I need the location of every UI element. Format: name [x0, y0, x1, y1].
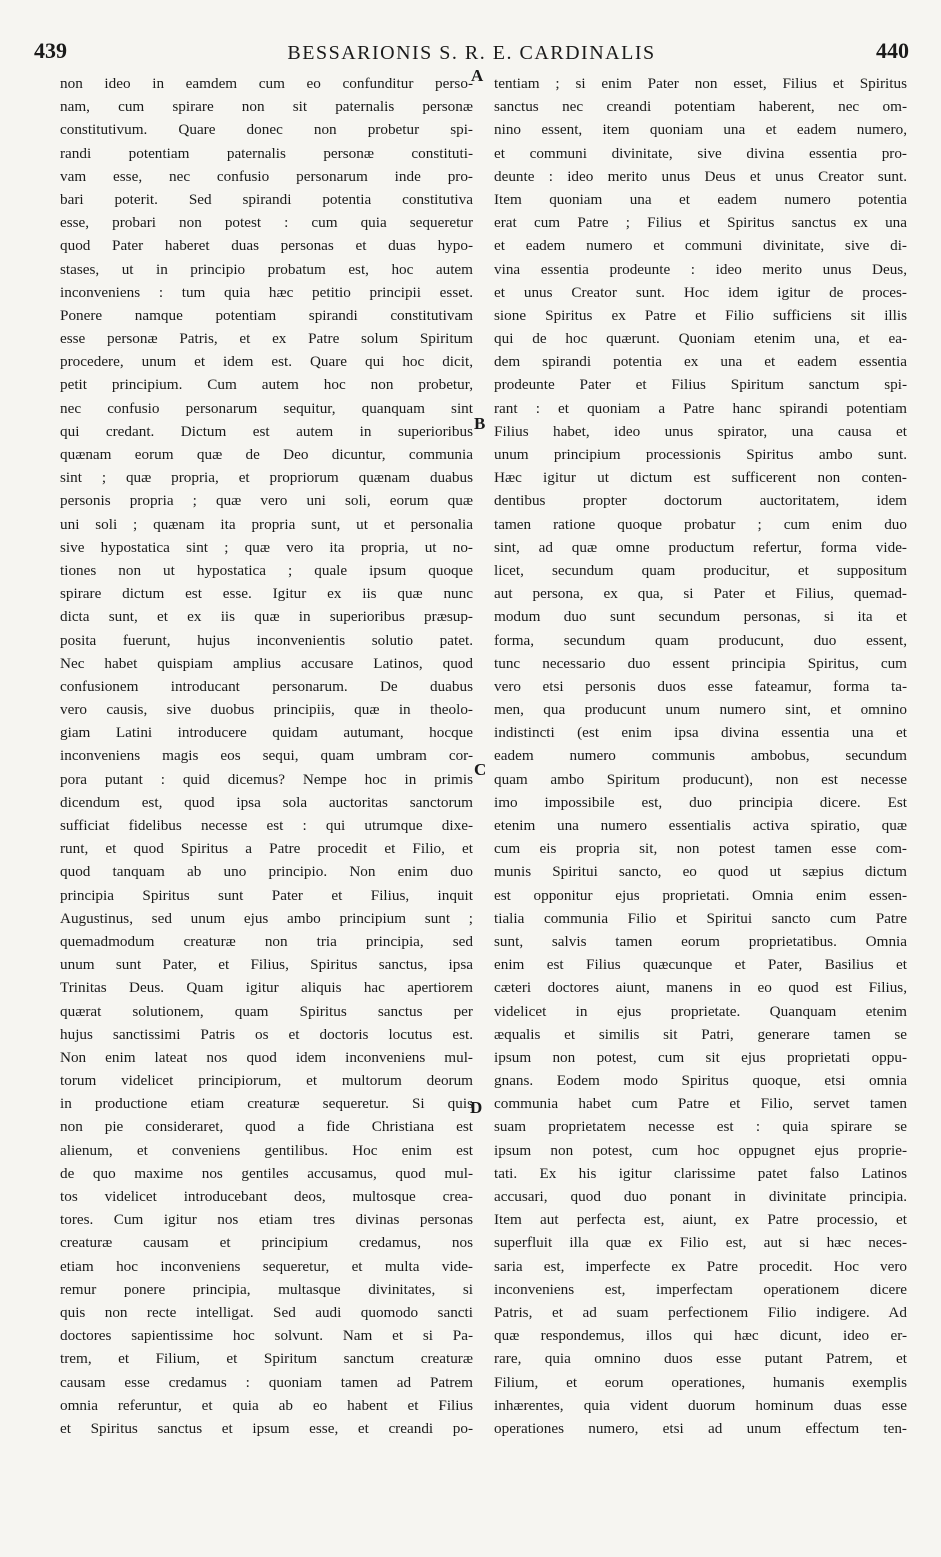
- text-line: principia Spiritus sunt Pater et Filius, inquit: [60, 886, 473, 904]
- text-line: Trinitas Deus. Quam igitur aliquis hac apertiorem: [60, 979, 473, 997]
- section-marker-a: A: [471, 66, 484, 85]
- text-line: tentiam ; si enim Pater non esset, Filius et Spiritus: [494, 75, 907, 92]
- text-line: eadem numero communis ambobus, secundum: [494, 747, 907, 765]
- text-line: non pie consideraret, quod a fide Christiana est: [60, 1118, 473, 1136]
- text-line: confusionem introducant personarum. De duabus: [60, 677, 473, 695]
- text-line: sive hypostatica sint ; quæ vero ita propria, ut no-: [60, 538, 473, 556]
- text-line: Item quoniam una et eadem numero potentia: [494, 190, 907, 208]
- text-line: inconveniens magis eos sequi, quam umbram cor-: [60, 747, 473, 765]
- text-line: inconveniens est, imperfectam operationem dicere: [494, 1280, 907, 1298]
- text-line: superfluit illa quæ ex Filio est, aut si hæc neces-: [494, 1234, 907, 1252]
- text-line: men, qua producunt unum numero sint, et omnino: [494, 701, 907, 719]
- text-line: esse, probari non potest : cum quia sequeretur: [60, 214, 473, 232]
- text-line: operationes numero, etsi ad unum effectum ten-: [494, 1419, 907, 1437]
- text-line: qui de hoc quærunt. Quoniam etenim una, et ea-: [494, 330, 907, 348]
- text-line: sione Spiritus ex Patre et Filio sufficiens sit illis: [494, 306, 907, 324]
- text-line: esse personæ Patris, et ex Patre solum Spiritum: [60, 330, 473, 348]
- text-line: cæteri doctores aiunt, manens in eo quod est Filius,: [494, 979, 907, 997]
- text-line: creaturæ causam et principium credamus, nos: [60, 1234, 473, 1252]
- text-line: unum sunt Pater, et Filius, Spiritus sanctus, ipsa: [60, 956, 473, 974]
- text-line: posita fuerunt, hujus inconvenientis solutio patet.: [60, 631, 473, 649]
- text-line: Augustinus, sed unum ejus ambo principium sunt ;: [60, 909, 473, 927]
- left-column: [60, 72, 473, 1440]
- text-line: dentibus propter doctorum auctoritatem, idem: [494, 492, 907, 510]
- text-line: ipsum non potest, cum hoc oppugnet ejus proprie-: [494, 1141, 907, 1159]
- text-line: dicendum est, quod ipsa sola auctoritas sanctorum: [60, 793, 473, 811]
- text-line: dicta sunt, et ex iis quæ in superioribus præsup-: [60, 608, 473, 626]
- text-line: gnans. Eodem modo Spiritus quoque, etsi omnia: [494, 1072, 907, 1090]
- text-line: Hæc igitur ut dictum est sufficerent non conten-: [494, 469, 907, 487]
- text-line: nec confusio personarum sequitur, quanquam sint: [60, 399, 473, 417]
- text-line: procedere, unum et idem est. Quare qui hoc dicit,: [60, 353, 473, 371]
- text-line: inhærentes, quia vident duorum hominum duas esse: [494, 1396, 907, 1414]
- text-line: torum videlicet principiorum, et multorum deorum: [60, 1072, 473, 1090]
- text-line: alienum, et conveniens gentilibus. Hoc enim est: [60, 1141, 473, 1159]
- text-line: aut persona, ex qua, si Pater et Filius, quemad-: [494, 585, 907, 603]
- text-line: quænam eorum quæ de Deo dicuntur, communia: [60, 446, 473, 463]
- text-line: bari poterit. Sed spirandi potentia constitutiva: [60, 190, 473, 208]
- text-line: et communi divinitate, sive divina essentia pro-: [494, 144, 907, 162]
- text-line: erat cum Patre ; Filius et Spiritus sanctus ex una: [494, 214, 907, 232]
- text-line: rant : et quoniam a Patre hanc spirandi potentiam: [494, 399, 907, 417]
- text-line: Non enim lateat nos quod idem inconveniens mul-: [60, 1048, 473, 1066]
- text-line: indistincti (est enim ipsa divina essentia una et: [494, 724, 907, 742]
- text-line: petit principium. Cum autem hoc non probetur,: [60, 376, 473, 394]
- text-line: quærat solutionem, quam Spiritus sanctus per: [60, 1002, 473, 1020]
- text-line: est opponitur ejus proprietati. Omnia enim essen-: [494, 886, 907, 904]
- section-marker-b: B: [474, 414, 486, 433]
- text-line: doctores sapientissime hoc solvunt. Nam et si Pa-: [60, 1327, 473, 1345]
- text-line: vero causis, sive duobus principiis, quæ in theolo-: [60, 701, 473, 719]
- text-line: sint, ad quæ omne productum refertur, forma vide-: [494, 538, 907, 556]
- text-line: tores. Cum igitur nos etiam tres divinas personas: [60, 1211, 473, 1229]
- text-line: hujus sanctissimi Patris os et doctoris locutus est.: [60, 1025, 473, 1043]
- text-line: giam Latini introducere quidam autumant, hocque: [60, 724, 473, 742]
- text-line: Nec habet quispiam amplius accusare Latinos, quod: [60, 654, 473, 672]
- text-line: modum duo sunt secundum personas, si ita et: [494, 608, 907, 626]
- text-line: remur ponere principia, multasque divinitates, si: [60, 1280, 473, 1298]
- text-line: spirare dictum est esse. Igitur ex iis quæ nunc: [60, 585, 473, 603]
- text-line: sanctus nec creandi potentiam haberent, nec om-: [494, 98, 907, 116]
- text-line: Filium, et eorum operationes, humanis exemplis: [494, 1373, 907, 1391]
- text-line: et eadem numero et communi divinitate, sive di-: [494, 237, 907, 255]
- text-line: deunte : ideo merito unus Deus et unus Creator sunt.: [494, 167, 907, 185]
- text-line: ipsum non potest, cum sit ejus proprietati oppu-: [494, 1048, 907, 1066]
- page-number-left: 439: [34, 38, 67, 63]
- text-line: nam, cum spirare non sit paternalis personæ: [60, 98, 473, 116]
- text-line: tiones non ut hypostatica ; quale ipsum quoque: [60, 561, 473, 579]
- text-line: qui credant. Dictum est autem in superioribus: [60, 422, 473, 440]
- text-line: non ideo in eamdem cum eo confunditur perso-: [60, 75, 473, 92]
- text-line: dem spirandi potentia ex una et eadem essentia: [494, 353, 907, 371]
- right-column: [494, 72, 907, 1440]
- text-line: sufficiat fidelibus necesse est : qui utrumque dixe-: [60, 817, 473, 834]
- text-line: etenim una numero essentialis activa spiratio, quæ: [494, 817, 907, 834]
- section-marker-c: C: [474, 760, 487, 779]
- page-number-right: 440: [876, 38, 909, 63]
- text-line: sint ; quæ propria, et propriorum quænam duabus: [60, 469, 473, 487]
- text-line: tamen ratione quoque probatur ; cum enim duo: [494, 515, 907, 533]
- text-line: licet, secundum quam producitur, et suppositum: [494, 561, 907, 579]
- section-marker-d: D: [470, 1098, 483, 1117]
- text-line: quam ambo Spiritum producunt), non est necesse: [494, 770, 907, 788]
- text-line: prodeunte Pater et Filius Spiritum sanctum spi-: [494, 376, 907, 394]
- text-line: et unus Creator sunt. Hoc idem igitur de proces-: [494, 283, 907, 301]
- text-line: imo impossibile est, duo principia dicere. Est: [494, 793, 907, 811]
- text-line: saria est, imperfecte ex Patre procedit. Hoc vero: [494, 1257, 907, 1275]
- text-line: etiam hoc inconveniens sequeretur, et multa vide-: [60, 1257, 473, 1275]
- text-line: pora putant : quid dicemus? Nempe hoc in primis: [60, 770, 473, 788]
- text-line: cum eis propria sit, non potest tamen esse com-: [494, 840, 907, 858]
- text-line: munis Spiritui sancto, eo quod ut sæpius dictum: [494, 863, 907, 881]
- text-line: inconveniens : tum quia hæc petitio principii esset.: [60, 283, 473, 301]
- text-line: randi potentiam paternalis personæ constituti-: [60, 144, 473, 162]
- text-line: suam proprietatem necesse est : quia spirare se: [494, 1118, 907, 1136]
- text-line: in productione etiam creaturæ sequeretur. Si quis: [60, 1095, 473, 1113]
- text-line: uni soli ; quænam ita propria sunt, ut et personalia: [60, 515, 473, 533]
- text-line: tunc necessario duo essent principia Spiritus, cum: [494, 654, 907, 672]
- text-line: vina essentia prodeunte : ideo merito unus Deus,: [494, 260, 907, 278]
- text-line: forma, secundum quam producunt, duo essent,: [494, 631, 907, 649]
- text-line: nino essent, item quoniam una et eadem numero,: [494, 121, 907, 139]
- text-line: vero etsi personis duos esse fateamur, forma ta-: [494, 677, 907, 695]
- text-line: Patris, et ad suam perfectionem Filio indigere. Ad: [494, 1303, 907, 1321]
- text-line: Filius habet, ideo unus spirator, una causa et: [494, 422, 907, 440]
- text-line: æqualis et similis sit Patri, generare tamen se: [494, 1025, 907, 1043]
- text-line: accusari, quod duo ponant in divinitate principia.: [494, 1188, 907, 1205]
- text-line: quæ respondemus, illos qui hæc dicunt, ideo er-: [494, 1327, 907, 1345]
- text-line: Ponere namque potentiam spirandi constitutivam: [60, 306, 473, 324]
- text-line: constitutivum. Quare donec non probetur spi-: [60, 121, 473, 139]
- text-line: unum principium processionis Spiritus ambo sunt.: [494, 446, 907, 463]
- text-line: vam esse, nec confusio personarum inde pro-: [60, 167, 473, 185]
- text-line: trem, et Filium, et Spiritum sanctum creaturæ: [60, 1350, 473, 1368]
- text-line: personis propria ; quæ vero uni soli, eorum quæ: [60, 492, 473, 510]
- text-line: enim est Filius quæcunque et Pater, Basilius et: [494, 956, 907, 974]
- text-line: quod tanquam ab uno principio. Non enim duo: [60, 863, 473, 881]
- text-line: stases, ut in principio probatum est, hoc autem: [60, 260, 473, 278]
- text-line: tos videlicet introducebant deos, multosque crea-: [60, 1188, 473, 1205]
- text-line: quod Pater haberet duas personas et duas hypo-: [60, 237, 473, 255]
- text-line: tialia communia Filio et Spiritui sancto cum Patre: [494, 909, 907, 927]
- text-line: tati. Ex his igitur clarissime patet falso Latinos: [494, 1164, 907, 1182]
- running-title: BESSARIONIS S. R. E. CARDINALIS: [287, 42, 656, 64]
- text-line: de quo maxime nos gentiles accusamus, quod mul-: [60, 1164, 473, 1182]
- text-line: communia habet cum Patre et Filio, servet tamen: [494, 1095, 907, 1113]
- text-line: rare, quia omnino duos esse putant Patrem, et: [494, 1350, 907, 1368]
- text-line: quemadmodum creaturæ non tria principia, sed: [60, 932, 473, 950]
- text-line: omnia referuntur, et quia ab eo habent et Filius: [60, 1396, 473, 1414]
- text-line: quis non recte intelligat. Sed audi quomodo sancti: [60, 1303, 473, 1321]
- text-line: runt, et quod Spiritus a Patre procedit et Filio, et: [60, 840, 473, 858]
- text-line: causam esse credamus : quoniam tamen ad Patrem: [60, 1373, 473, 1391]
- text-line: sunt, salvis tamen eorum proprietatibus. Omnia: [494, 932, 907, 950]
- text-line: et Spiritus sanctus et ipsum esse, et creandi po-: [60, 1419, 473, 1437]
- text-line: videlicet in ejus proprietate. Quanquam etenim: [494, 1002, 907, 1020]
- text-line: Item aut perfecta est, aiunt, ex Patre processio, et: [494, 1211, 907, 1229]
- page-header: [34, 30, 909, 70]
